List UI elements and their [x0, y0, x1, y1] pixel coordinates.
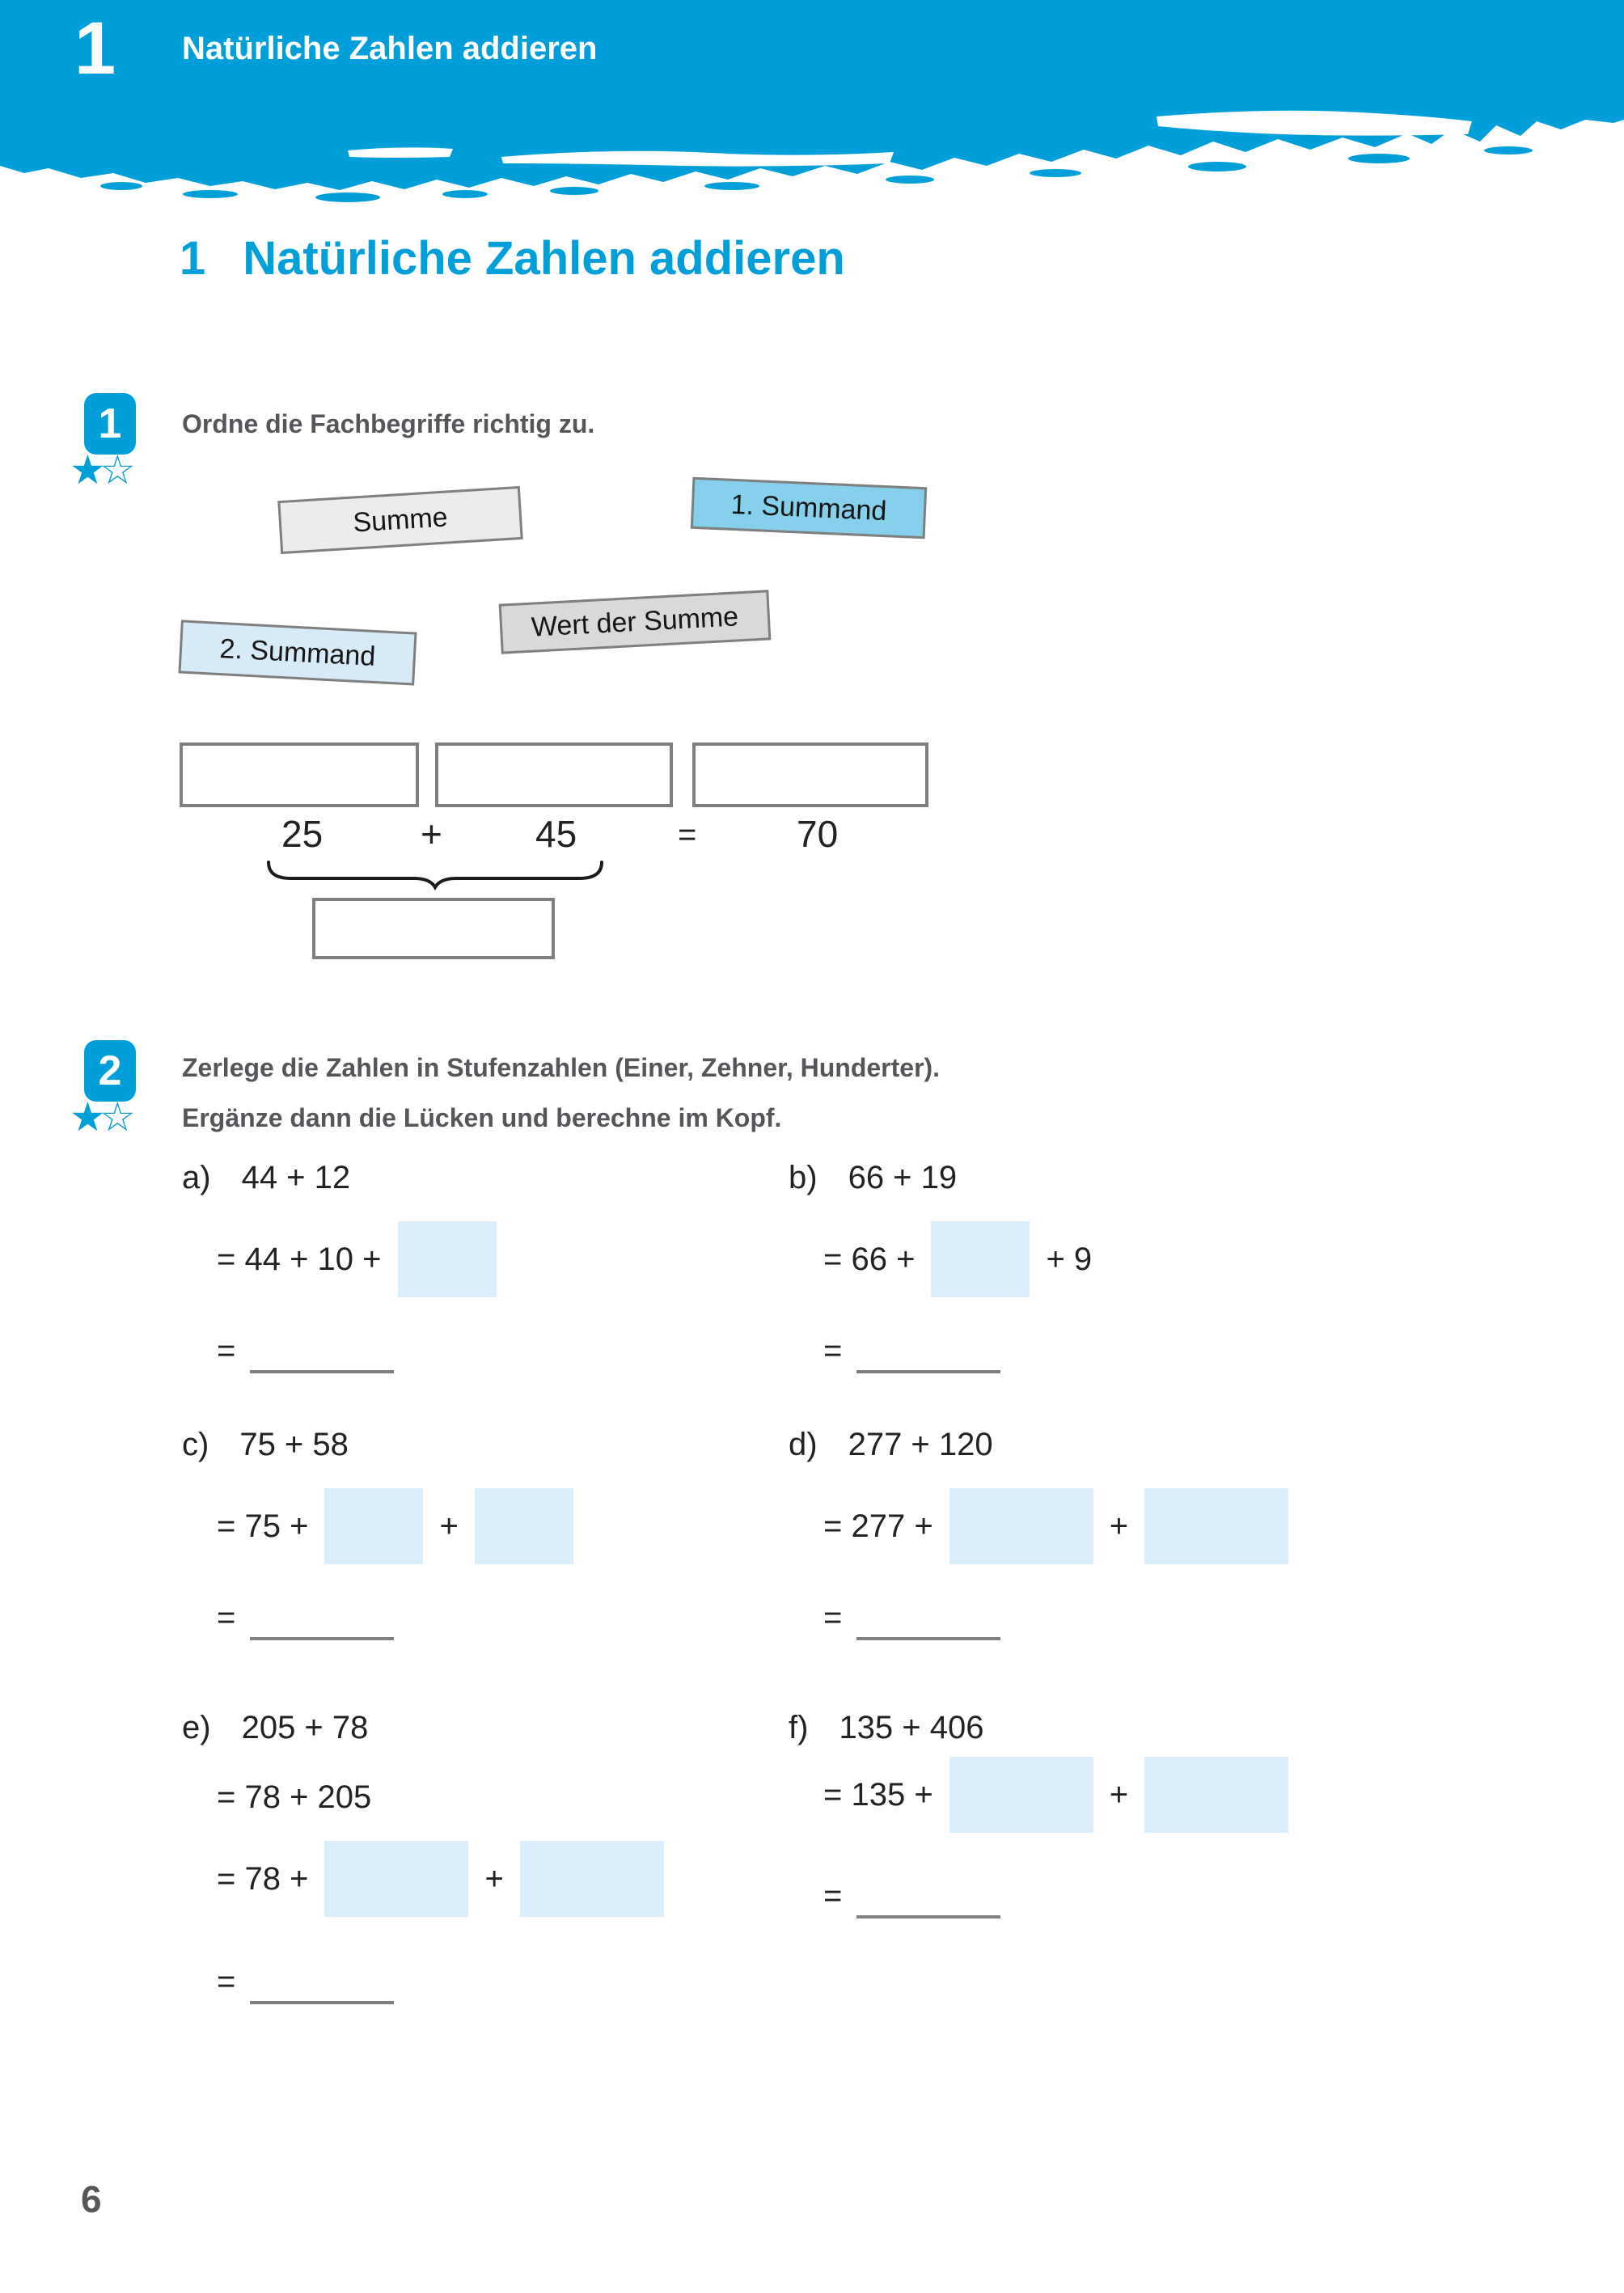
star-filled-icon: ★ [70, 1094, 99, 1140]
plus-sign: + [1109, 1776, 1129, 1813]
item-d-result [823, 1600, 1000, 1640]
item-label: a) [182, 1160, 211, 1195]
answer-blank[interactable] [398, 1221, 497, 1297]
item-d-step [823, 1488, 1288, 1564]
equals-sign: = [823, 1333, 843, 1369]
answer-blank[interactable] [520, 1841, 664, 1917]
equals-sign: = [217, 1600, 236, 1635]
term-label-text: 1. Summand [730, 489, 888, 527]
item-label: c) [182, 1427, 209, 1462]
item-e-step [217, 1841, 664, 1917]
result-write-line[interactable] [856, 1600, 1000, 1640]
item-problem: 277 + 120 [848, 1427, 993, 1462]
task2-instruction-line1: Zerlege die Zahlen in Stufenzahlen (Einer, Zehner, Hunderter). [182, 1053, 941, 1082]
term-label-text: Summe [352, 501, 449, 539]
equation-plus: + [421, 813, 442, 855]
step-text: = 75 + [217, 1508, 309, 1544]
term-label-summe[interactable] [277, 486, 522, 554]
result-write-line[interactable] [250, 1333, 394, 1373]
item-problem: 75 + 58 [239, 1427, 349, 1462]
item-a-result [217, 1333, 394, 1373]
equation-addend2: 45 [535, 813, 577, 855]
item-label: b) [789, 1160, 818, 1195]
item-label: d) [789, 1427, 818, 1462]
item-b-result [823, 1333, 1000, 1373]
term-label-wert-der-summe[interactable] [499, 590, 772, 654]
star-outline-icon: ☆ [99, 447, 129, 493]
page-number: 6 [81, 2178, 102, 2220]
item-problem: 44 + 12 [241, 1160, 351, 1195]
item-c-step [217, 1488, 573, 1564]
equation-addend1: 25 [281, 813, 324, 855]
star-outline-icon: ☆ [99, 1094, 129, 1140]
term-label-text: Wert der Summe [530, 600, 739, 643]
item-c-result [217, 1600, 394, 1640]
result-write-line[interactable] [856, 1333, 1000, 1373]
header-chapter-number: 1 [74, 7, 116, 90]
star-filled-icon: ★ [70, 447, 99, 493]
step-text: + 9 [1046, 1241, 1093, 1277]
equals-sign: = [217, 1333, 236, 1369]
answer-blank[interactable] [1144, 1757, 1288, 1833]
item-f-heading [789, 1711, 984, 1744]
item-a-heading [182, 1161, 350, 1194]
term-label-2-summand[interactable] [178, 620, 417, 685]
item-label: f) [789, 1710, 809, 1745]
item-e-heading [182, 1711, 368, 1744]
item-c-heading [182, 1428, 349, 1461]
item-problem: 205 + 78 [241, 1710, 369, 1745]
equation-result: 70 [797, 813, 839, 855]
term-label-1-summand[interactable] [691, 477, 928, 539]
answer-box-addend2[interactable] [435, 742, 673, 807]
step-text: = 277 + [823, 1508, 933, 1544]
equals-sign: = [217, 1964, 236, 1999]
task2-instruction-line2: Ergänze dann die Lücken und berechne im Kopf. [182, 1103, 782, 1132]
step-text: = 44 + 10 + [217, 1241, 382, 1277]
item-b-heading [789, 1161, 957, 1194]
item-f-step [823, 1757, 1288, 1833]
item-e-result [217, 1964, 394, 2004]
answer-box-addend1[interactable] [180, 742, 419, 807]
chapter-title-number: 1 [180, 232, 206, 285]
chapter-title-text: Natürliche Zahlen addieren [243, 232, 845, 285]
answer-blank[interactable] [949, 1488, 1093, 1564]
step-text: = 78 + [217, 1860, 309, 1897]
task1-badge: 1 [84, 393, 136, 455]
chapter-title [180, 233, 845, 285]
equation-equals: = [678, 817, 697, 852]
result-write-line[interactable] [856, 1878, 1000, 1919]
answer-blank[interactable] [324, 1841, 468, 1917]
answer-blank[interactable] [324, 1488, 423, 1564]
task2-badge: 2 [84, 1040, 136, 1102]
answer-blank[interactable] [475, 1488, 573, 1564]
plus-sign: + [1109, 1508, 1129, 1544]
item-e-swap-line: = 78 + 205 [217, 1779, 372, 1815]
item-label: e) [182, 1710, 211, 1745]
answer-box-result[interactable] [692, 742, 928, 807]
answer-blank[interactable] [949, 1757, 1093, 1833]
task2-difficulty-stars [70, 1094, 129, 1140]
item-problem: 66 + 19 [848, 1160, 958, 1195]
item-a-step [217, 1221, 497, 1297]
task1-difficulty-stars [70, 447, 129, 493]
item-b-step [823, 1221, 1092, 1297]
underbrace [264, 859, 607, 891]
answer-blank[interactable] [1144, 1488, 1288, 1564]
header-title: Natürliche Zahlen addieren [182, 31, 598, 66]
item-f-result [823, 1878, 1000, 1919]
answer-box-sum-term[interactable] [312, 898, 555, 959]
item-problem: 135 + 406 [839, 1710, 984, 1745]
item-d-heading [789, 1428, 993, 1461]
answer-blank[interactable] [931, 1221, 1030, 1297]
term-label-text: 2. Summand [218, 632, 377, 672]
plus-sign: + [439, 1508, 459, 1544]
plus-sign: + [484, 1860, 504, 1897]
task1-instruction: Ordne die Fachbegriffe richtig zu. [182, 409, 595, 438]
equals-sign: = [823, 1878, 843, 1914]
step-text: = 135 + [823, 1776, 933, 1813]
result-write-line[interactable] [250, 1964, 394, 2004]
step-text: = 66 + [823, 1241, 916, 1277]
equals-sign: = [823, 1600, 843, 1635]
result-write-line[interactable] [250, 1600, 394, 1640]
